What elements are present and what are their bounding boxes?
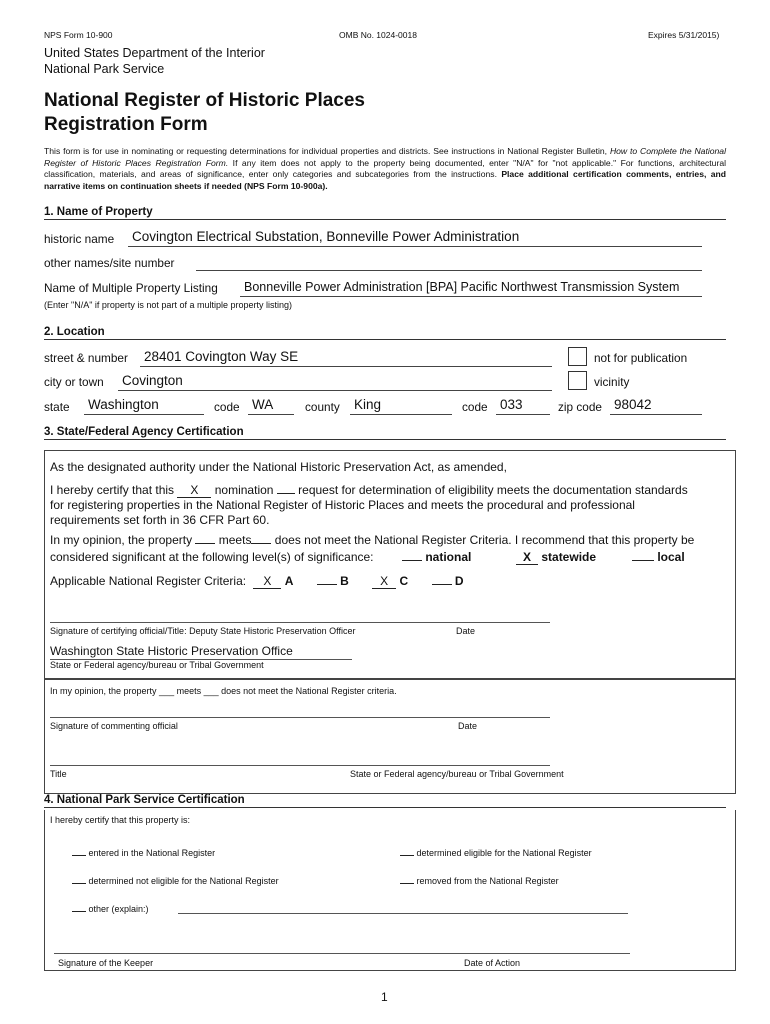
removed-mark[interactable] bbox=[400, 883, 414, 884]
entered-label: entered in the National Register bbox=[88, 848, 216, 858]
eligible-mark[interactable] bbox=[400, 855, 414, 856]
level-statewide bbox=[516, 550, 596, 565]
omb-number: OMB No. 1024-0018 bbox=[339, 30, 417, 40]
removed-label: removed from the National Register bbox=[416, 876, 559, 886]
not-for-publication-label: not for publication bbox=[594, 351, 688, 365]
date-of-action-label: Date of Action bbox=[464, 958, 521, 968]
other-label: other (explain:) bbox=[88, 904, 149, 914]
nomination-mark[interactable]: X bbox=[177, 483, 211, 498]
county-label: county bbox=[305, 400, 340, 414]
vicinity-checkbox[interactable] bbox=[568, 371, 587, 390]
opinion-line-2: considered significant at the following level(s) of significance: bbox=[50, 550, 374, 564]
criteria-label: Applicable National Register Criteria: bbox=[50, 574, 247, 588]
page-title: National Register of Historic Places bbox=[44, 90, 365, 111]
certifying-agency-field[interactable]: Washington State Historic Preservation Office bbox=[50, 644, 352, 660]
agency-line: National Park Service bbox=[44, 62, 165, 76]
option-not-eligible bbox=[72, 876, 279, 886]
certify-text-b: nomination bbox=[214, 483, 274, 497]
option-removed bbox=[400, 876, 559, 886]
certify-line-2: for registering properties in the National Register of Historic Places and meets the procedural and professional bbox=[50, 498, 635, 512]
state-code-label: code bbox=[214, 400, 240, 414]
authority-statement: As the designated authority under the National Historic Preservation Act, as amended, bbox=[50, 460, 507, 474]
commenting-agency-label: State or Federal agency/bureau or Tribal Government bbox=[350, 769, 564, 779]
nps-box bbox=[44, 810, 736, 971]
intro-bulletin-title: How to Complete the National Register of Historic Places Registration Form. bbox=[44, 146, 726, 168]
criteria-row bbox=[50, 574, 464, 589]
multiple-property-label: Name of Multiple Property Listing bbox=[44, 281, 218, 295]
national-label: national bbox=[425, 550, 472, 564]
opinion-line-1 bbox=[50, 533, 694, 547]
certify-text-a: I hereby certify that this bbox=[50, 483, 175, 497]
commenting-opinion: In my opinion, the property ___ meets ___ does not meet the National Register criteria. bbox=[50, 686, 397, 696]
criterion-b-mark[interactable] bbox=[317, 584, 337, 585]
meets-mark[interactable] bbox=[195, 543, 215, 544]
vicinity-label: vicinity bbox=[594, 375, 630, 389]
criterion-a-mark[interactable]: X bbox=[253, 574, 281, 589]
level-local bbox=[632, 550, 685, 564]
keeper-signature-label: Signature of the Keeper bbox=[58, 958, 154, 968]
request-mark[interactable] bbox=[277, 493, 295, 494]
keeper-signature-line[interactable] bbox=[54, 953, 630, 954]
intro-text-2: If any item does not apply to the property being documented, enter "N/A" for "not applicable." For functions, architectural classification, materials, and areas of significance, enter only categories and subcategories from the instructions. bbox=[44, 157, 727, 180]
state-code-field[interactable]: WA bbox=[248, 397, 294, 415]
commenting-signature-line[interactable] bbox=[50, 717, 550, 718]
city-label: city or town bbox=[44, 375, 104, 389]
criterion-a-label: A bbox=[284, 574, 294, 588]
commenting-title-line[interactable] bbox=[50, 765, 550, 766]
certify-line-1 bbox=[50, 483, 688, 498]
local-mark[interactable] bbox=[632, 560, 654, 561]
statewide-mark[interactable]: X bbox=[516, 550, 538, 565]
zip-label: zip code bbox=[558, 400, 602, 414]
opinion-text-c: does not meet the National Register Criteria. I recommend that this property be bbox=[274, 533, 695, 547]
county-code-label: code bbox=[462, 400, 488, 414]
national-mark[interactable] bbox=[402, 560, 422, 561]
county-field[interactable]: King bbox=[350, 397, 452, 415]
local-label: local bbox=[657, 550, 685, 564]
multiple-property-note: (Enter "N/A" if property is not part of a multiple property listing) bbox=[44, 300, 292, 310]
intro-text-1: This form is for use in nominating or requesting determinations for individual properties and districts. See instructions in National Register Bulletin, bbox=[44, 146, 610, 156]
commenting-title-label: Title bbox=[50, 769, 67, 779]
criterion-c-label: C bbox=[399, 574, 409, 588]
intro-instructions bbox=[44, 146, 726, 192]
certify-text-c: request for determination of eligibility meets the documentation standards bbox=[298, 483, 688, 497]
criterion-d-label: D bbox=[454, 574, 464, 588]
not-eligible-mark[interactable] bbox=[72, 883, 86, 884]
form-number: NPS Form 10-900 bbox=[44, 30, 113, 40]
nps-certify-text: I hereby certify that this property is: bbox=[50, 815, 191, 825]
state-label: state bbox=[44, 400, 70, 414]
criterion-d-mark[interactable] bbox=[432, 584, 452, 585]
state-field[interactable]: Washington bbox=[84, 397, 204, 415]
statewide-label: statewide bbox=[541, 550, 597, 564]
not-eligible-label: determined not eligible for the National Register bbox=[88, 876, 279, 886]
certifying-signature-line[interactable] bbox=[50, 622, 550, 623]
other-explain-line[interactable] bbox=[178, 913, 628, 914]
not-for-publication-checkbox[interactable] bbox=[568, 347, 587, 366]
commenting-signature-label: Signature of commenting official bbox=[50, 721, 178, 731]
certify-line-3: requirements set forth in 36 CFR Part 60. bbox=[50, 513, 270, 527]
certifying-signature-label: Signature of certifying official/Title: Deputy State Historic Preservation Officer bbox=[50, 626, 356, 636]
other-names-label: other names/site number bbox=[44, 256, 175, 270]
entered-mark[interactable] bbox=[72, 855, 86, 856]
option-other bbox=[72, 904, 149, 914]
department-line: United States Department of the Interior bbox=[44, 46, 265, 60]
section-1-heading: 1. Name of Property bbox=[44, 206, 726, 220]
section-3-heading: 3. State/Federal Agency Certification bbox=[44, 426, 726, 440]
city-field[interactable]: Covington bbox=[118, 373, 552, 391]
street-field[interactable]: 28401 Covington Way SE bbox=[140, 349, 552, 367]
opinion-text-b: meets bbox=[218, 533, 252, 547]
intro-bold-note: Place additional certification comments, entries, and narrative items on continuation sheets if needed (NPS Form 10-900a). bbox=[44, 169, 727, 191]
other-names-field[interactable] bbox=[196, 253, 702, 271]
section-4-heading: 4. National Park Service Certification bbox=[44, 794, 726, 808]
option-eligible bbox=[400, 848, 592, 858]
zip-field[interactable]: 98042 bbox=[610, 397, 702, 415]
certifying-agency-label: State or Federal agency/bureau or Tribal Government bbox=[50, 660, 264, 670]
criterion-b-label: B bbox=[340, 574, 349, 588]
opinion-text-a: In my opinion, the property bbox=[50, 533, 193, 547]
page-number: 1 bbox=[381, 990, 388, 1004]
commenting-date-label: Date bbox=[458, 721, 478, 731]
section-2-heading: 2. Location bbox=[44, 326, 726, 340]
certifying-date-label: Date bbox=[456, 626, 476, 636]
historic-name-field[interactable]: Covington Electrical Substation, Bonneville Power Administration bbox=[128, 229, 702, 247]
page-subtitle: Registration Form bbox=[44, 114, 208, 135]
multiple-property-field[interactable]: Bonneville Power Administration [BPA] Pacific Northwest Transmission System bbox=[240, 279, 702, 297]
historic-name-label: historic name bbox=[44, 232, 115, 246]
eligible-label: determined eligible for the National Register bbox=[416, 848, 592, 858]
option-entered bbox=[72, 848, 215, 858]
expiration: Expires 5/31/2015) bbox=[648, 30, 720, 40]
other-mark[interactable] bbox=[72, 911, 86, 912]
county-code-field[interactable]: 033 bbox=[496, 397, 550, 415]
criterion-c-mark[interactable]: X bbox=[372, 574, 396, 589]
street-label: street & number bbox=[44, 351, 128, 365]
level-national bbox=[402, 550, 471, 564]
does-not-meet-mark[interactable] bbox=[251, 543, 271, 544]
